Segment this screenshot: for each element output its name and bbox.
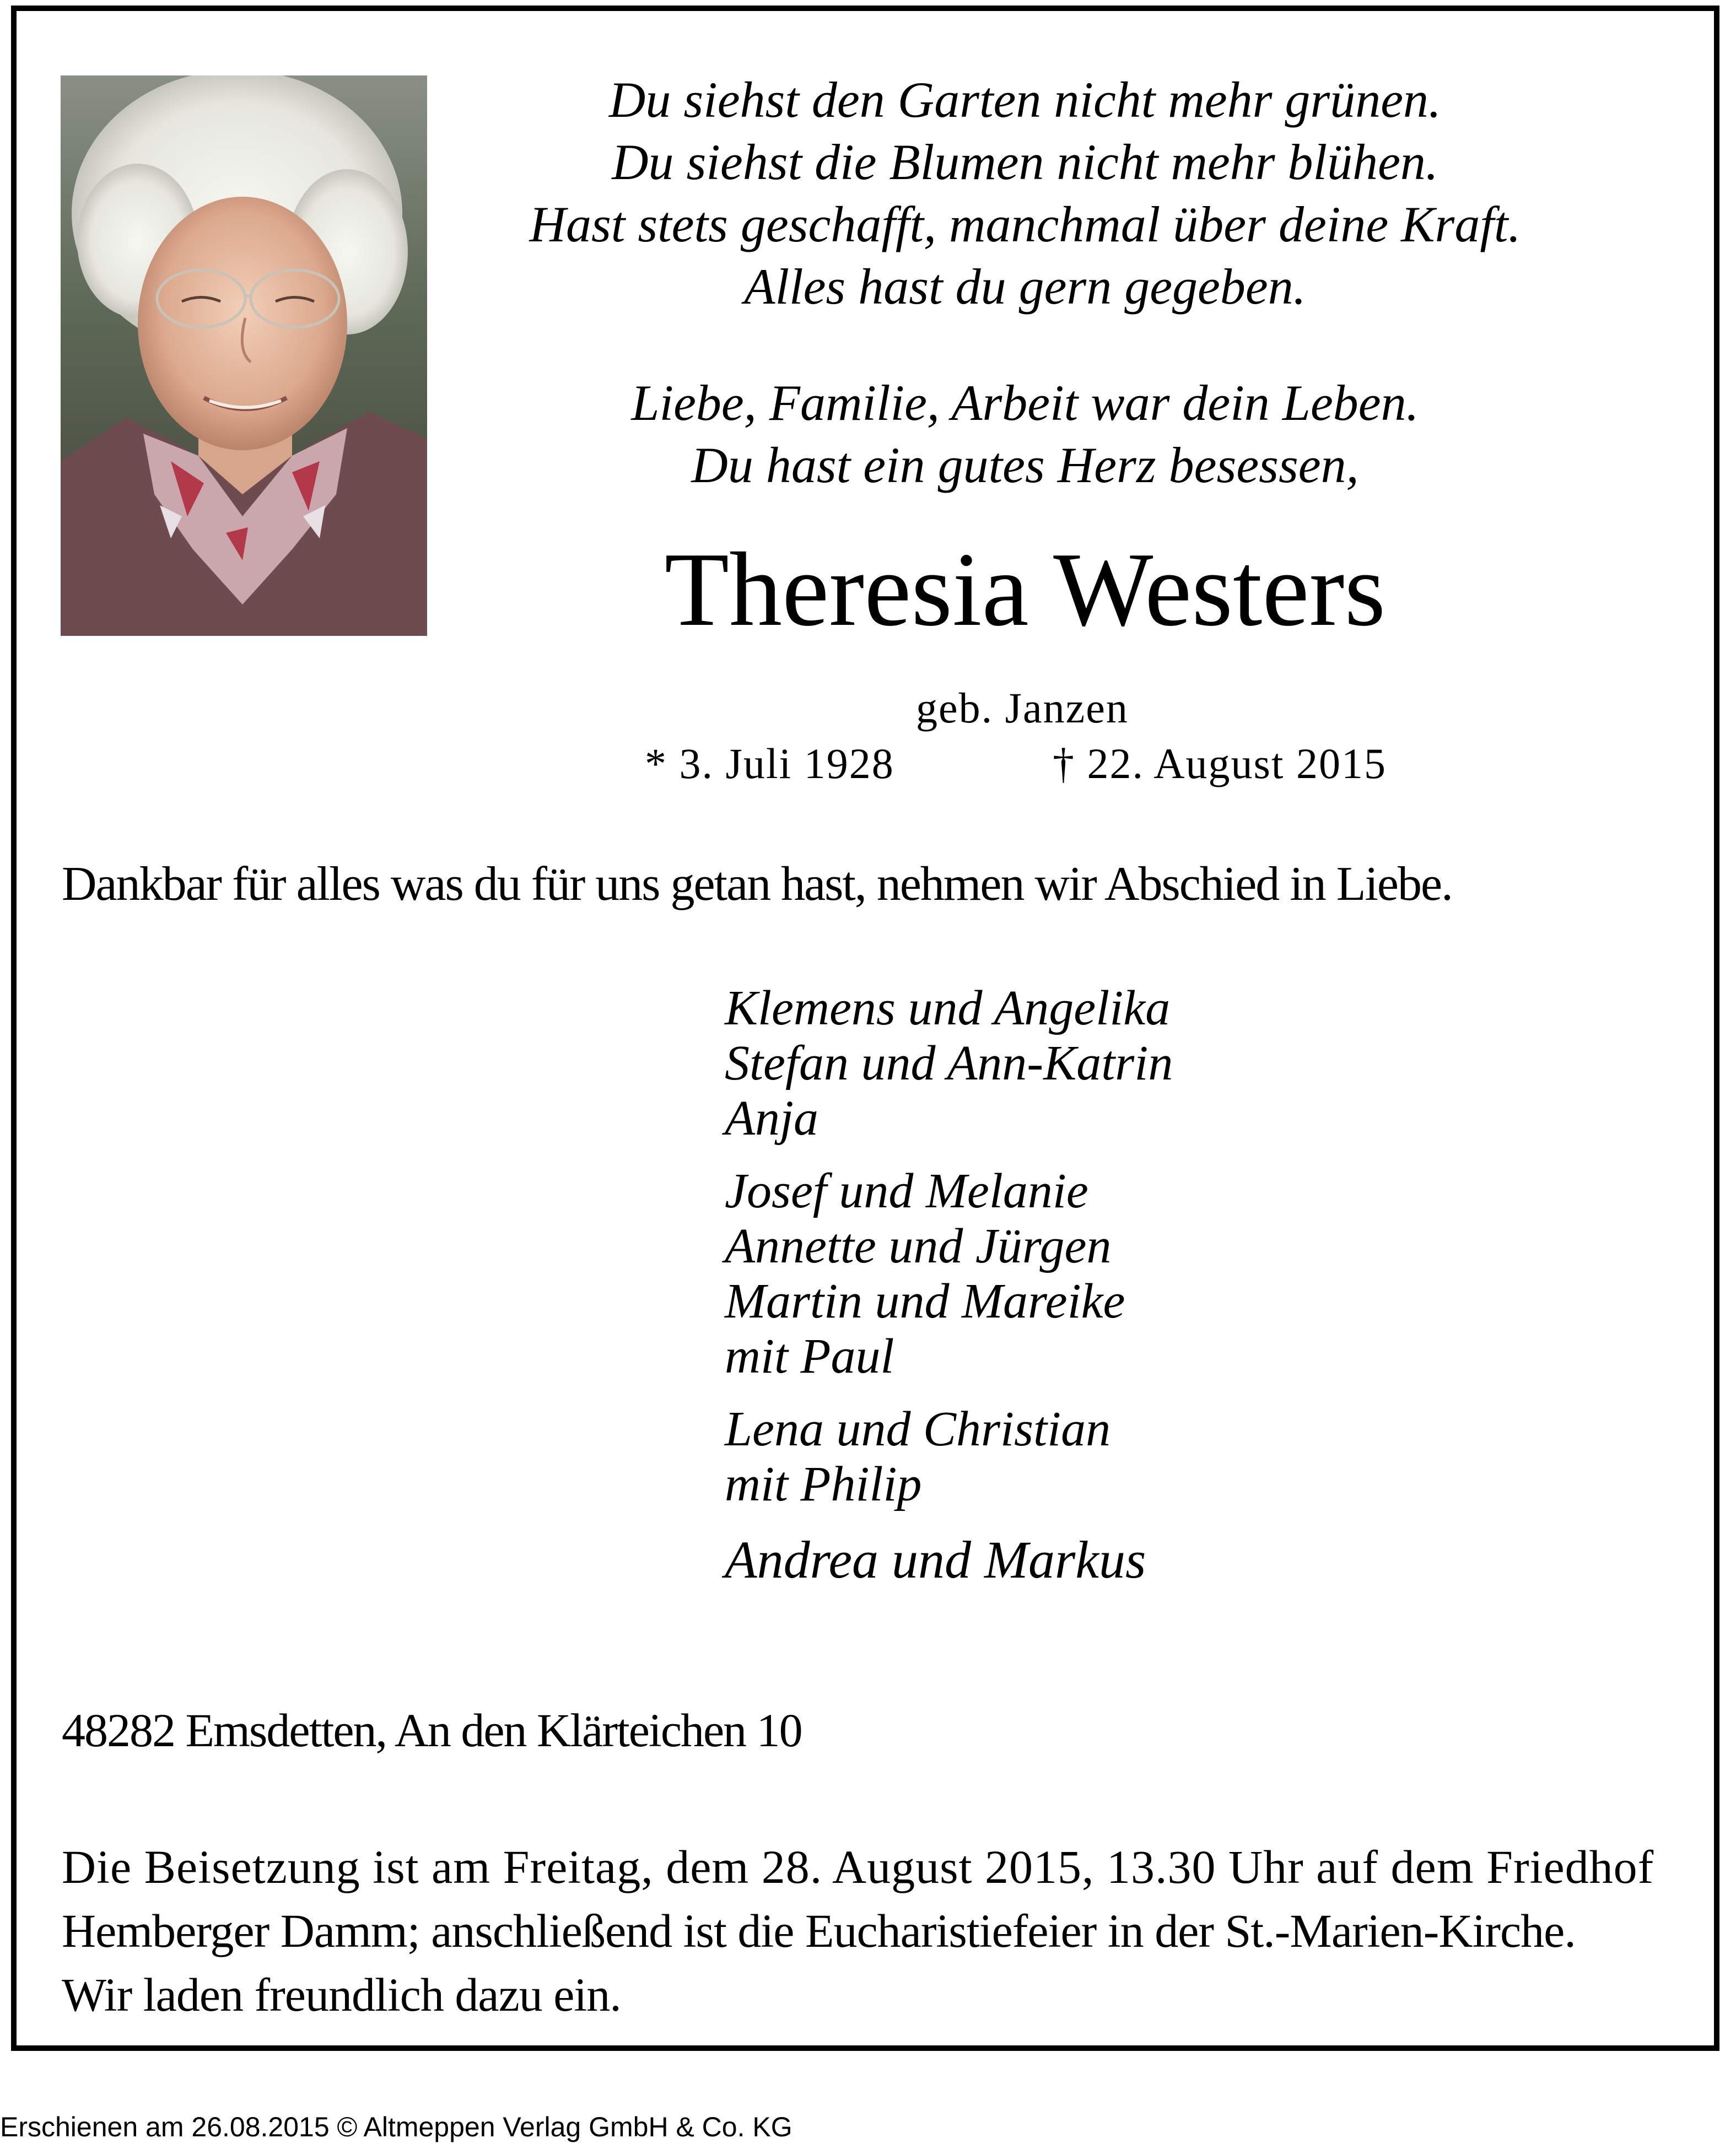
publication-footer: Erschienen am 26.08.2015 © Altmeppen Verlag GmbH & Co. KG xyxy=(0,2112,792,2142)
funeral-line: Die Beisetzung ist am Freitag, dem 28. August 2015, 13.30 Uhr auf dem Friedhof xyxy=(62,1840,1654,1893)
thanks-text: Dankbar für alles was du für uns getan hast, nehmen wir Abschied in Liebe. xyxy=(62,857,1453,911)
mourner-group xyxy=(725,1402,1173,1512)
mourner-line: Josef und Melanie xyxy=(725,1164,1088,1218)
poem-line: Du hast ein gutes Herz besessen, xyxy=(691,437,1359,493)
mourner-line: mit Philip xyxy=(725,1457,922,1511)
birth-date: * 3. Juli 1928 xyxy=(645,739,894,787)
death-date: † 22. August 2015 xyxy=(1053,739,1387,787)
funeral-line: Wir laden freundlich dazu ein. xyxy=(62,1968,621,2021)
poem-line: Liebe, Familie, Arbeit war dein Leben. xyxy=(631,375,1419,431)
mourner-line: Klemens und Angelika xyxy=(725,981,1171,1035)
mourner-line: Anja xyxy=(725,1091,818,1146)
address: 48282 Emsdetten, An den Klärteichen 10 xyxy=(62,1704,802,1757)
born-name: geb. Janzen xyxy=(916,684,1129,732)
portrait-photo xyxy=(61,75,427,636)
poem-line: Alles hast du gern gegeben. xyxy=(744,258,1306,315)
funeral-line: Hemberger Damm; anschließend ist die Eucharistiefeier in der St.-Marien-Kirche. xyxy=(62,1904,1576,1957)
funeral-notice xyxy=(62,1835,1654,2027)
mourner-line: mit Paul xyxy=(725,1329,894,1384)
mourner-line: Annette und Jürgen xyxy=(725,1219,1112,1273)
deceased-name: Theresia Westers xyxy=(664,531,1386,648)
mourner-group xyxy=(725,1530,1173,1590)
mourner-group xyxy=(725,981,1173,1146)
poem-line: Hast stets geschafft, manchmal über deine Kraft. xyxy=(529,196,1521,252)
poem-line: Du siehst den Garten nicht mehr grünen. xyxy=(608,72,1442,128)
mourner-line: Lena und Christian xyxy=(725,1402,1111,1456)
mourners-list xyxy=(725,981,1173,1608)
mourner-line: Stefan und Ann-Katrin xyxy=(725,1036,1173,1090)
poem-stanza-1 xyxy=(457,69,1593,318)
mourner-group xyxy=(725,1164,1173,1384)
mourner-line: Martin und Mareike xyxy=(725,1274,1125,1329)
poem-stanza-2 xyxy=(457,372,1593,496)
poem-line: Du siehst die Blumen nicht mehr blühen. xyxy=(612,134,1438,190)
mourner-line: Andrea und Markus xyxy=(725,1530,1146,1589)
obituary-frame xyxy=(11,6,1719,2051)
